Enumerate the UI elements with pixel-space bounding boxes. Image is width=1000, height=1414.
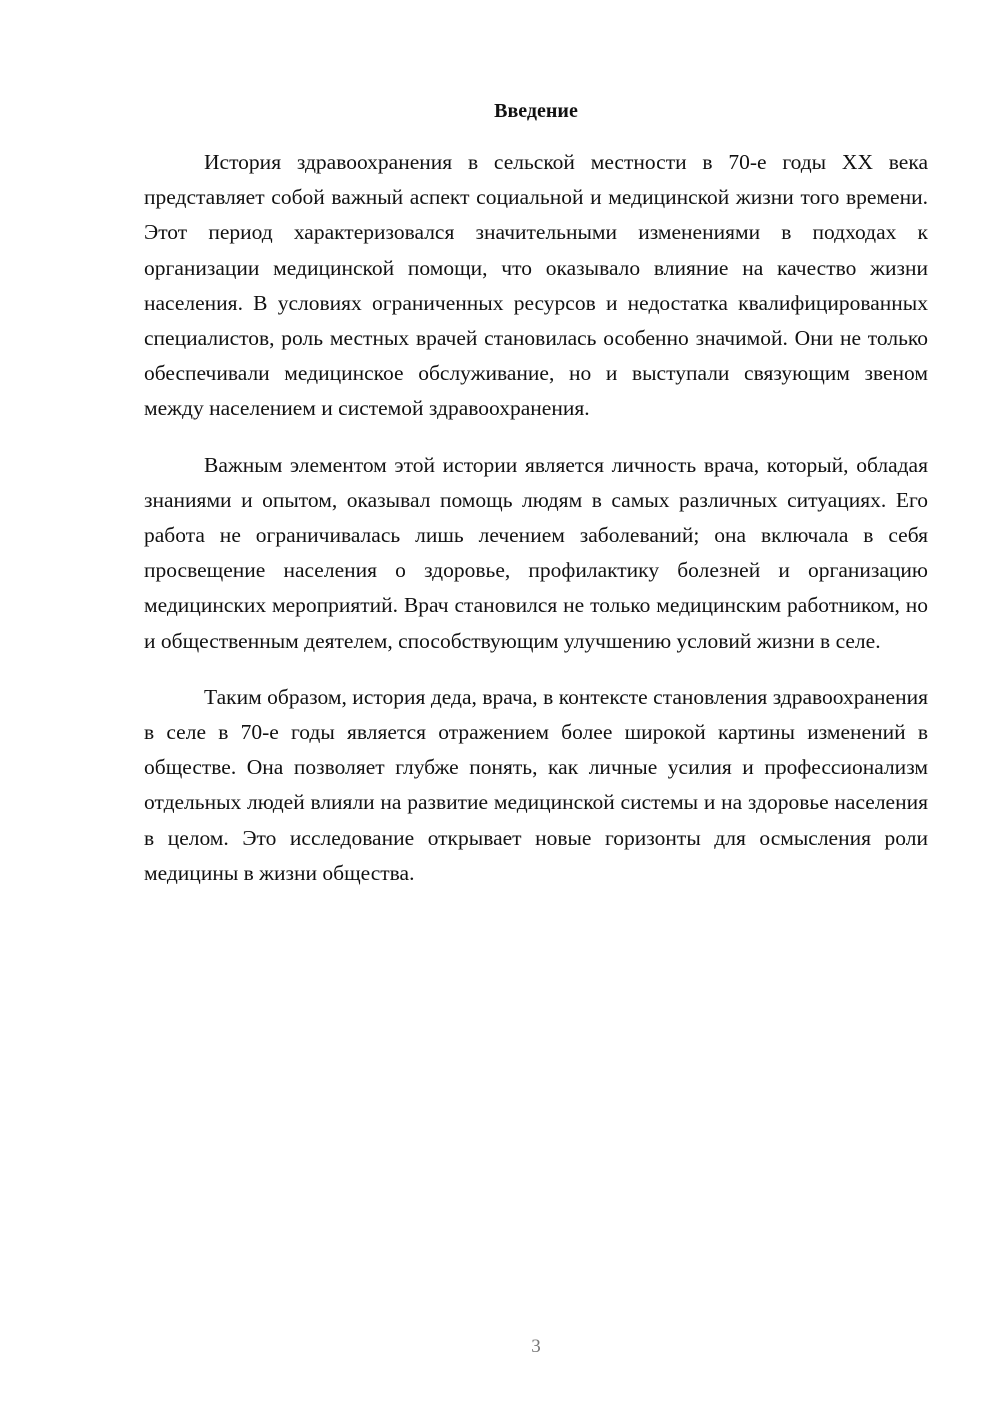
section-heading: Введение [494,100,578,122]
page-number: 3 [531,1336,541,1357]
paragraph-3: Таким образом, история деда, врача, в контексте становления здравоохранения в селе в 70-е годы является отражением более широкой картины изменений в обществе. Она позволяет глубже понять, как личные усилия и профессионализм отдельных людей влияли на развитие медицинской системы и на здоровье населения в целом. Это исследование открывает новые горизонты для осмысления роли медицины в жизни общества. [144,684,928,885]
paragraph-2: Важным элементом этой истории является личность врача, который, обладая знаниями и опытом, оказывал помощь людям в самых различных ситуациях. Его работа не ограничивалась лишь лечением заболеваний; она включала в себя просвещение населения о здоровье, профилактику болезней и организацию медицинских мероприятий. Врач становился не только медицинским работником, но и общественным деятелем, способствующим улучшению условий жизни в селе. [144,452,928,653]
body-text [144,145,928,912]
paragraph-1: История здравоохранения в сельской местности в 70-е годы XX века представляет собой важный аспект социальной и медицинской жизни того времени. Этот период характеризовался значительными изменениями в подходах к организации медицинской помощи, что оказывало влияние на качество жизни населения. В условиях ограниченных ресурсов и недостатка квалифицированных специалистов, роль местных врачей становилась особенно значимой. Они не только обеспечивали медицинское обслуживание, но и выступали связующим звеном между населением и системой здравоохранения. [144,150,928,421]
